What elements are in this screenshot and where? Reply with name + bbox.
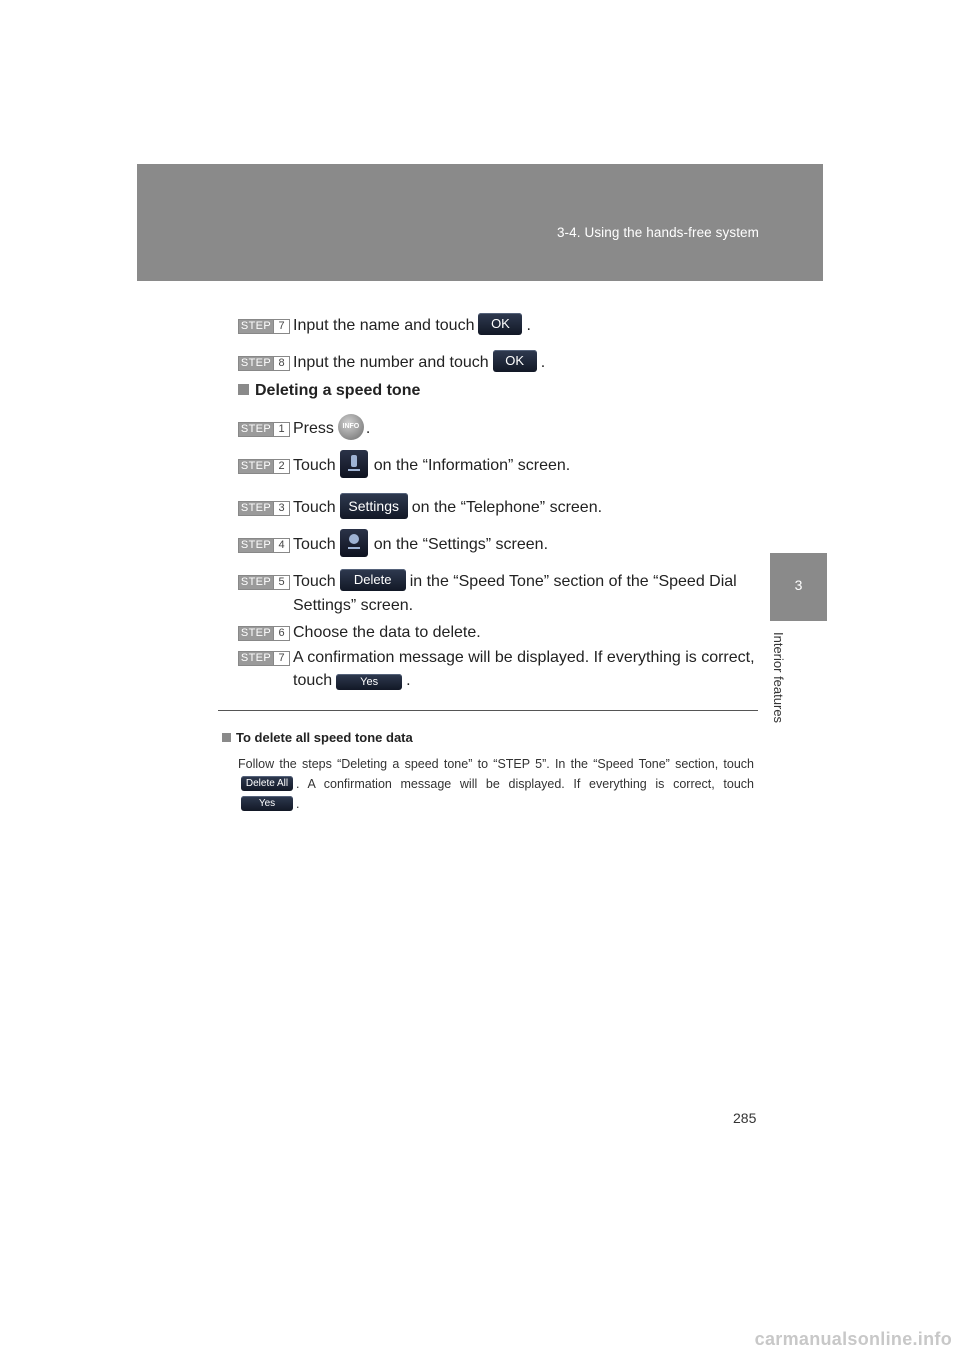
ok-button-image: OK [478,313,522,335]
delete-button-image: Delete [340,569,406,591]
chapter-label: Interior features [771,632,786,724]
step-badge: STEP 1 [238,422,290,437]
delete-all-button-image: Delete All [241,776,293,791]
watermark: carmanualsonline.info [754,1329,952,1349]
speed-dial-icon [340,529,368,557]
chapter-tab [770,553,827,621]
step-badge: STEP 5 [238,575,290,590]
settings-button-image: Settings [340,493,408,519]
section-title: 3-4. Using the hands-free system [556,225,759,240]
step-badge: STEP 8 [238,356,290,371]
yes-button-image: Yes [336,674,402,690]
chapter-number: 3 [794,577,803,593]
step-badge: STEP 7 [238,319,290,334]
step-badge: STEP 3 [238,501,290,516]
section-divider [218,710,758,711]
header-band [137,164,823,281]
note-heading: To delete all speed tone data [222,730,413,745]
chapter-label-wrap [764,632,794,732]
square-bullet-icon [238,384,249,395]
yes-button-image: Yes [241,796,293,811]
subsection-heading: Deleting a speed tone [238,382,420,400]
page-number: 285 [733,1110,757,1126]
step-badge: STEP 4 [238,538,290,553]
note-body: Follow the steps “Deleting a speed tone” to “STEP 5”. In the “Speed Tone” section, touchDelete All . A confirmation message will be displayed. If everything is correct, touchYes . [238,757,754,811]
telephone-icon [340,450,368,478]
step-badge: STEP 7 [238,651,290,666]
step-badge: STEP 2 [238,459,290,474]
step-badge: STEP 6 [238,626,290,641]
ok-button-image: OK [493,350,537,372]
square-bullet-icon [222,733,231,742]
info-button-icon: INFO [338,414,364,440]
